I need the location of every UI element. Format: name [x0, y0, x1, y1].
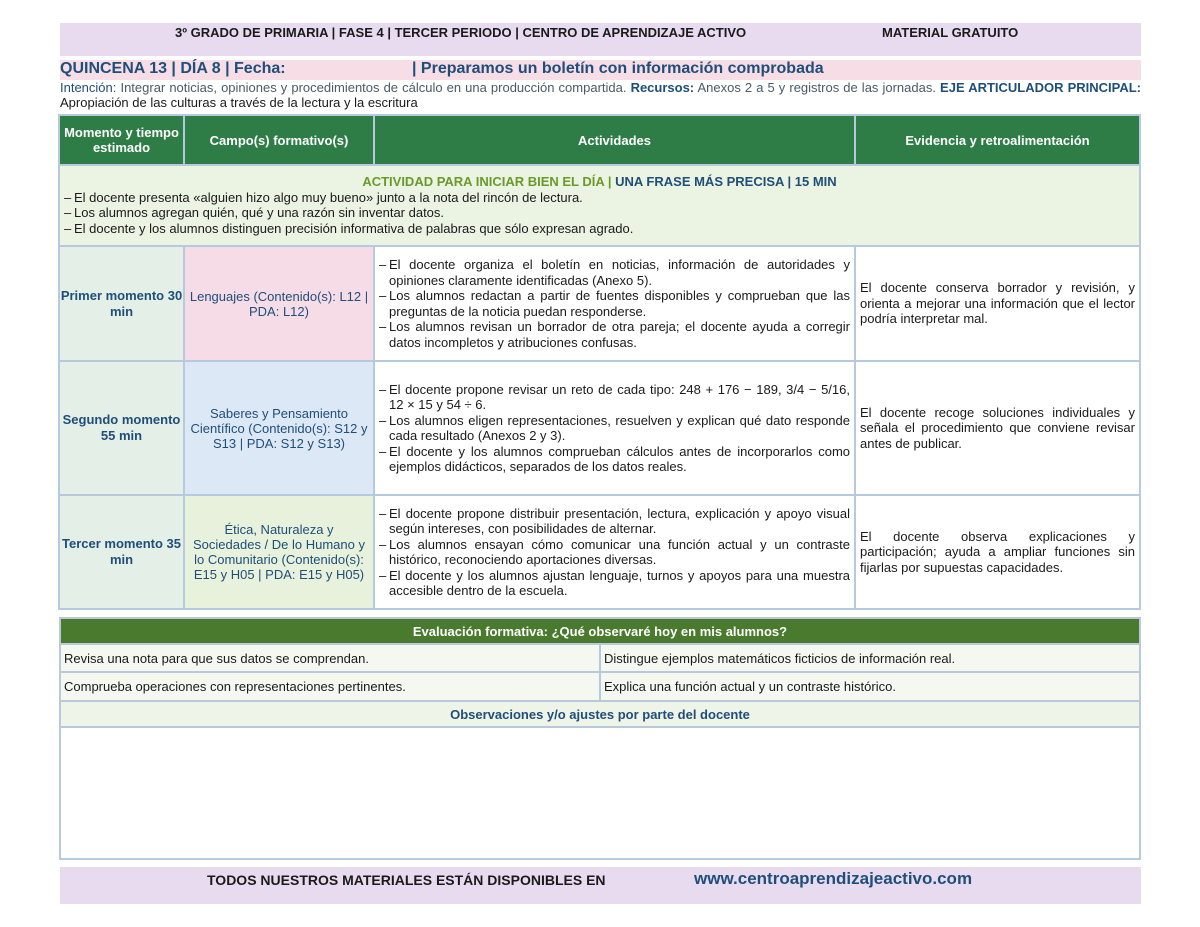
footer-website-link[interactable]: www.centroaprendizajeactivo.com: [694, 869, 973, 888]
header-actividades: Actividades: [373, 114, 856, 166]
inicio-title-green: ACTIVIDAD PARA INICIAR BIEN EL DÍA |: [362, 174, 612, 189]
list-item: – El docente y los alumnos ajustan lenguaje, turnos y apoyos para una muestra accesible dentro de la escuela.: [379, 568, 850, 599]
list-item: – El docente y los alumnos comprueban cálculos antes de incorporarlos como ejemplos didácticos, separados de los datos reales.: [379, 444, 850, 475]
list-item: – El docente organiza el boletín en noticias, información de autoridades y opiniones claramente identificadas (Anexo 5).: [379, 257, 850, 288]
eval-cell-4: Explica una función actual y un contraste histórico.: [599, 671, 1141, 702]
eje-label: EJE ARTICULADOR PRINCIPAL:: [940, 80, 1142, 95]
list-item: – El docente propone revisar un reto de cada tipo: 248 + 176 − 189, 3/4 − 5/16, 12 × 15 y 54 ÷ 6.: [379, 382, 850, 413]
footer-text: TODOS NUESTROS MATERIALES ESTÁN DISPONIBLES EN: [207, 872, 606, 888]
observaciones-title: Observaciones y/o ajustes por parte del docente: [59, 700, 1141, 728]
list-item: – Los alumnos agregan quién, qué y una razón sin inventar datos.: [64, 205, 1135, 221]
eval-cell-2: Distingue ejemplos matemáticos ficticios de información real.: [599, 643, 1141, 673]
evaluacion-title: Evaluación formativa: ¿Qué observaré hoy en mis alumnos?: [59, 617, 1141, 645]
list-item: – El docente propone distribuir presentación, lectura, explicación y apoyo visual según intereses, con posibilidades de alternar.: [379, 506, 850, 537]
actividades-1: [373, 245, 856, 362]
intencion-label: Intención:: [60, 80, 117, 95]
session-topic: | Preparamos un boletín con información comprobada: [412, 60, 824, 77]
actividades-2: [373, 360, 856, 496]
top-banner: [60, 23, 1141, 56]
header-evidencia: Evidencia y retroalimentación: [854, 114, 1141, 166]
list-item: – Los alumnos redactan a partir de fuentes disponibles y comprueban que las preguntas de la noticia puedan responderse.: [379, 288, 850, 319]
intro-paragraph: [60, 80, 1141, 110]
list-item: – Los alumnos ensayan cómo comunicar una función actual y un contraste histórico, reconociendo aportaciones diversas.: [379, 537, 850, 568]
list-item: – Los alumnos revisan un borrador de otra pareja; el docente ayuda a corregir datos incompletos y atribuciones confusas.: [379, 319, 850, 350]
recursos-text: Anexos 2 a 5 y registros de las jornadas.: [697, 80, 936, 95]
eval-cell-1: Revisa una nota para que sus datos se comprendan.: [59, 643, 601, 673]
header-campo: Campo(s) formativo(s): [183, 114, 375, 166]
campo-2: Saberes y Pensamiento Científico (Contenido(s): S12 y S13 | PDA: S12 y S13): [183, 360, 375, 496]
momento-2: Segundo momento 55 min: [58, 360, 185, 496]
evidencia-1: El docente conserva borrador y revisión, y orienta a mejorar una información que el lector podría interpretar mal.: [854, 245, 1141, 362]
list-item: – Los alumnos eligen representaciones, resuelven y explican qué dato responde cada resultado (Anexos 2 y 3).: [379, 413, 850, 444]
footer-banner: [60, 867, 1141, 904]
eval-cell-3: Comprueba operaciones con representaciones pertinentes.: [59, 671, 601, 702]
momento-1: Primer momento 30 min: [58, 245, 185, 362]
evidencia-2: El docente recoge soluciones individuales y señala el procedimiento que conviene revisar antes de publicar.: [854, 360, 1141, 496]
actividades-3: [373, 494, 856, 610]
inicio-list: [64, 190, 1135, 237]
banner-free-material: MATERIAL GRATUITO: [882, 25, 1019, 40]
recursos-label: Recursos:: [630, 80, 695, 95]
evidencia-3: El docente observa explicaciones y participación; ayuda a ampliar funciones sin fijarlas por supuestas capacidades.: [854, 494, 1141, 610]
header-momento: Momento y tiempo estimado: [58, 114, 185, 166]
list-item: – El docente y los alumnos distinguen precisión informativa de palabras que sólo expresan agrado.: [64, 221, 1135, 237]
eje-text: Apropiación de las culturas a través de la lectura y la escritura: [60, 95, 418, 110]
campo-1: Lenguajes (Contenido(s): L12 | PDA: L12): [183, 245, 375, 362]
session-title: QUINCENA 13 | DÍA 8 | Fecha:: [60, 60, 286, 77]
intencion-text: Integrar noticias, opiniones y procedimientos de cálculo en una producción compartida.: [120, 80, 627, 95]
observaciones-area[interactable]: [59, 726, 1141, 860]
inicio-activity: [58, 164, 1141, 247]
campo-3: Ética, Naturaleza y Sociedades / De lo Humano y lo Comunitario (Contenido(s): E15 y H05 | PDA: E15 y H05): [183, 494, 375, 610]
momento-3: Tercer momento 35 min: [58, 494, 185, 610]
list-item: – El docente presenta «alguien hizo algo muy bueno» junto a la nota del rincón de lectura.: [64, 190, 1135, 206]
inicio-title-blue: UNA FRASE MÁS PRECISA | 15 MIN: [615, 174, 837, 189]
title-bar: [60, 60, 1141, 80]
inicio-title: [64, 174, 1135, 190]
banner-grade-info: 3º GRADO DE PRIMARIA | FASE 4 | TERCER PERIODO | CENTRO DE APRENDIZAJE ACTIVO: [175, 25, 747, 40]
